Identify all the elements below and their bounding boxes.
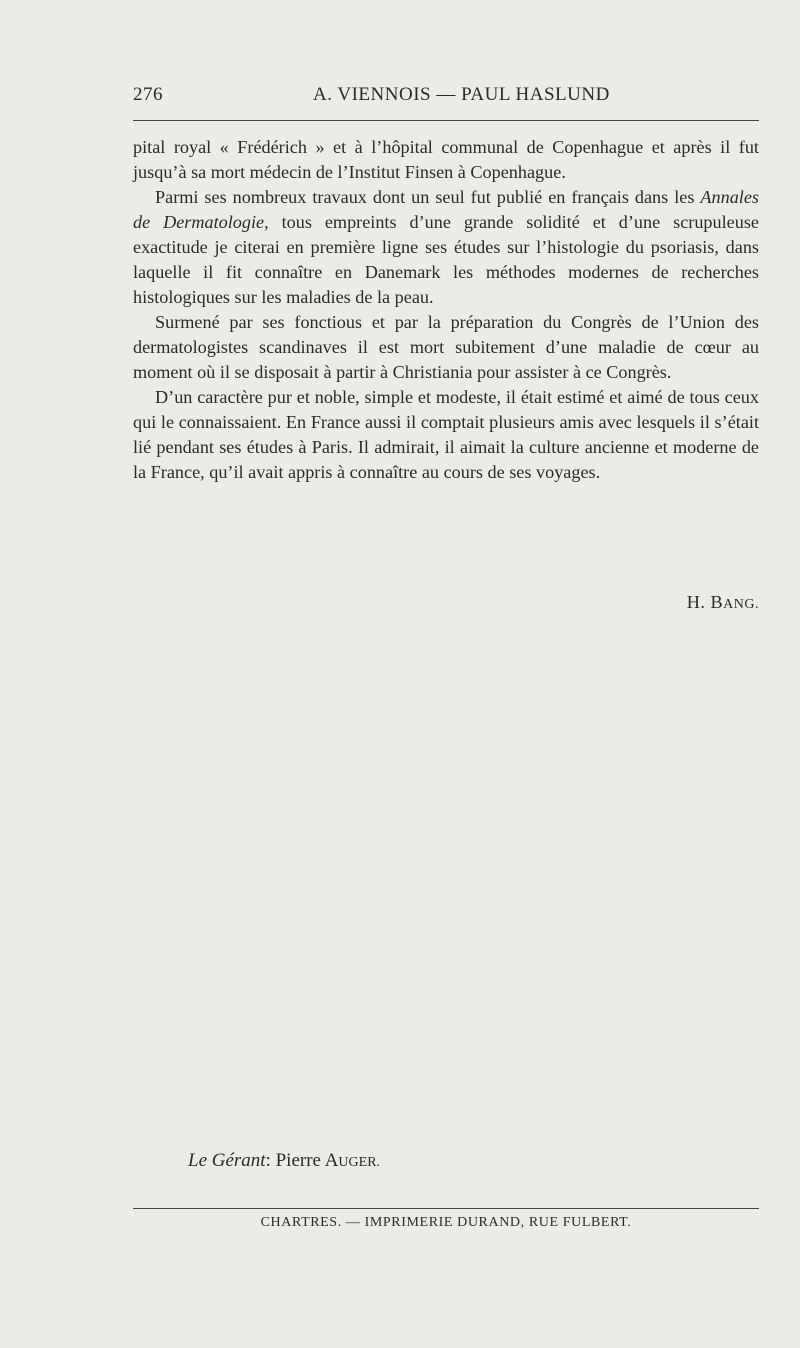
- paragraph-text: D’un caractère pur et noble, simple et modeste, il était estimé et aimé de tous ceux qui le connaissaient. En France aussi il comptait plusieurs amis avec lesquels il s’était lié pendant ses études à Paris. Il admirait, il aimait la culture ancienne et moderne de la France, qu’il avait appris à connaître au cours de ses voyages.: [133, 387, 759, 482]
- paragraph-text: pital royal « Frédérich » et à l’hôpital communal de Copenhague et après il fut jusqu’à sa mort médecin de l’Institut Finsen à Copenhague.: [133, 137, 759, 182]
- page-number: 276: [133, 84, 163, 105]
- publisher-manager-line: [188, 1150, 380, 1172]
- paragraph-text: Surmené par ses fonctious et par la préparation du Congrès de l’Union des dermatologistes scandinaves il est mort subitement d’une maladie de cœur au moment où il se disposait à partir à Christiania pour assister à ce Congrès.: [133, 312, 759, 382]
- paragraph-4: [133, 385, 759, 485]
- gerant-last-name-initial: A: [324, 1150, 339, 1171]
- header-divider: [133, 120, 759, 121]
- running-title: A. VIENNOIS — PAUL HASLUND: [313, 84, 610, 105]
- gerant-first-name: Pierre: [275, 1150, 321, 1171]
- signature-initial: H. B: [686, 592, 724, 612]
- paragraph-3: [133, 310, 759, 385]
- paragraph-2: [133, 185, 759, 310]
- article-body: [133, 135, 759, 485]
- paragraph-text: tous empreints d’une grande solidité et d’une scrupuleuse exactitude je citerai en première ligne ses études sur l’histologie du psoriasis, dans laquelle il fit connaître en Danemark les méthodes modernes de recherches histologiques sur les maladies de la peau.: [133, 212, 759, 307]
- journal-title: Annales de Dermatologie,: [133, 187, 759, 232]
- gerant-separator: :: [265, 1150, 271, 1171]
- running-header: [133, 84, 759, 110]
- gerant-role: Le Gérant: [188, 1150, 266, 1171]
- author-signature: [687, 590, 759, 617]
- signature-rest: ANG.: [723, 597, 759, 612]
- paragraph-text: Parmi ses nombreux travaux dont un seul fut publié en français dans les: [155, 187, 701, 207]
- paragraph-1: [133, 135, 759, 185]
- printer-imprint: CHARTRES. — IMPRIMERIE DURAND, RUE FULBERT.: [260, 1215, 632, 1230]
- gerant-last-name-rest: UGER.: [338, 1155, 381, 1170]
- footer-divider: [133, 1208, 759, 1209]
